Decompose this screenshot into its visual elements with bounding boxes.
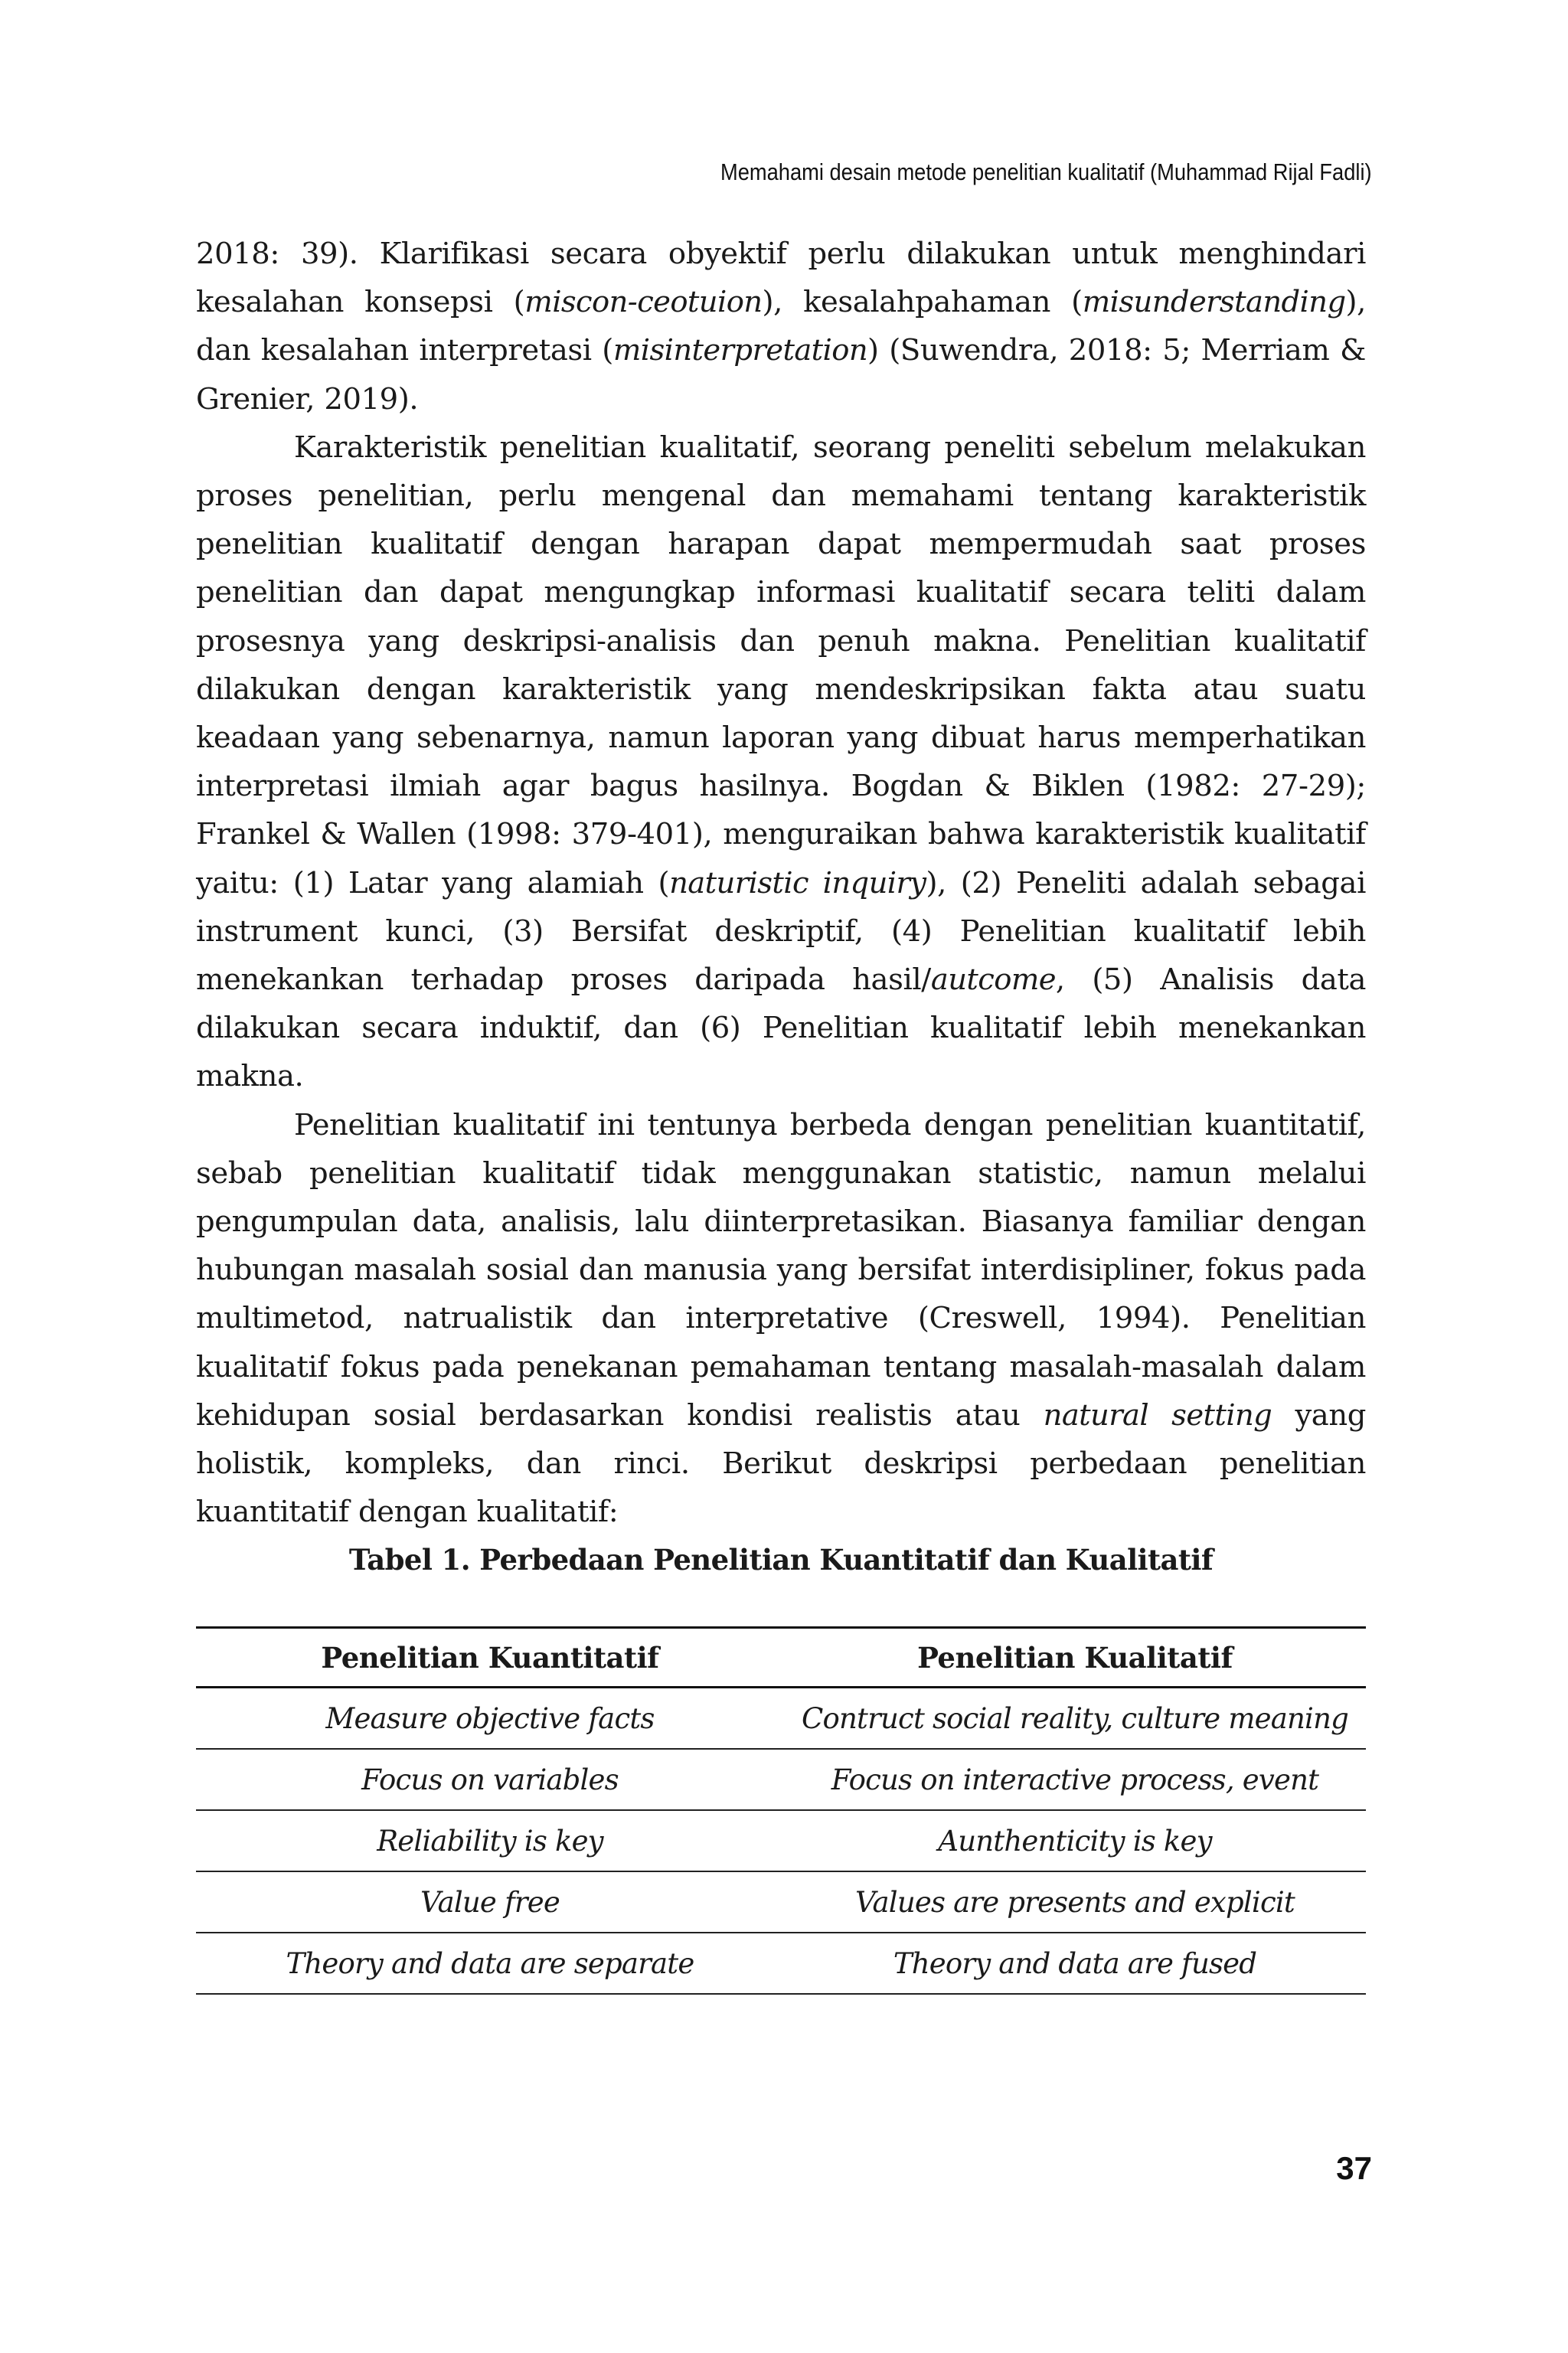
text-segment: ), (2) Peneliti adalah sebagai instrument kunci, (3) Bersifat deskriptif, (4) Penelitian kualitatif lebih menekankan terhadap proses daripada hasil/: [196, 865, 1366, 998]
table-cell: Focus on interactive process, event: [784, 1749, 1366, 1810]
text-segment: Karakteristik penelitian kualitatif, seorang peneliti sebelum melakukan proses penelitian, perlu mengenal dan memahami tentang karakteristik penelitian kualitatif dengan harapan dapat mempermudah saat proses penelitian dan dapat mengungkap informasi kualitatif secara teliti dalam prosesnya yang deskripsi-analisis dan penuh makna. Penelitian kualitatif dilakukan dengan karakteristik yang mendeskripsikan fakta atau suatu keadaan yang sebenarnya, namun laporan yang dibuat harus memperhatikan interpretasi ilmiah agar bagus hasilnya. Bogdan & Biklen (1982: 27-29); Frankel & Wallen (1998: 379-401), menguraikan bahwa karakteristik kualitatif yaitu: (1) Latar yang alamiah (: [196, 430, 1366, 900]
text-segment: Penelitian kualitatif ini tentunya berbeda dengan penelitian kuantitatif, sebab penelitian kualitatif tidak menggunakan statistic, namun melalui pengumpulan data, analisis, lalu diinterpretasikan. Biasanya familiar dengan hubungan masalah sosial dan manusia yang bersifat interdisipliner, fokus pada multimetod, natrualistik dan interpretative (Creswell, 1994). Penelitian kualitatif fokus pada penekanan pemahaman tentang masalah-masalah dalam kehidupan sosial berdasarkan kondisi realistis atau: [196, 1107, 1366, 1433]
column-header-qualitative: Penelitian Kualitatif: [917, 1640, 1233, 1675]
table-header-row: [196, 1628, 1366, 1688]
text-segment: yang holistik, kompleks, dan rinci. Berikut deskripsi perbedaan penelitian kuantitatif dengan kualitatif:: [196, 1397, 1366, 1530]
paragraph-3: [196, 1101, 1366, 1537]
running-header: Memahami desain metode penelitian kualitatif (Muhammad Rijal Fadli): [720, 159, 1372, 185]
paragraph-1: [196, 230, 1366, 423]
paragraph-2: [196, 423, 1366, 1101]
table-caption: Tabel 1. Perbedaan Penelitian Kuantitatif dan Kualitatif: [348, 1543, 1214, 1577]
column-header-quantitative: Penelitian Kuantitatif: [321, 1640, 659, 1675]
text-segment: , (5) Analisis data dilakukan secara induktif, dan (6) Penelitian kualitatif lebih menekankan makna.: [196, 962, 1366, 1094]
table-row: [196, 1688, 1366, 1750]
text-segment: ), kesalahpahaman (: [762, 285, 1083, 320]
italic-term: miscon-ceotuion: [524, 285, 763, 320]
table-row: [196, 1871, 1366, 1933]
table-cell: Measure objective facts: [196, 1688, 784, 1750]
italic-term: misinterpretation: [612, 333, 868, 368]
table-cell: Aunthenticity is key: [784, 1810, 1366, 1871]
page-number: 37: [1336, 2150, 1372, 2186]
body-text: [196, 230, 1366, 1536]
text-segment: ), dan kesalahan interpretasi (: [196, 285, 1366, 368]
italic-term: naturistic inquiry: [669, 865, 926, 900]
italic-term: misunderstanding: [1082, 285, 1346, 320]
table-row: [196, 1810, 1366, 1871]
italic-term: natural setting: [1043, 1397, 1272, 1433]
table-cell: Contruct social reality, culture meaning: [784, 1688, 1366, 1750]
comparison-table: [196, 1626, 1366, 1995]
table-cell: Theory and data are fused: [784, 1933, 1366, 1994]
table-row: [196, 1749, 1366, 1810]
table-cell: Reliability is key: [196, 1810, 784, 1871]
italic-term: autcome: [930, 962, 1056, 998]
text-segment: 2018: 39). Klarifikasi secara obyektif perlu dilakukan untuk menghindari kesalahan konsepsi (: [196, 237, 1366, 320]
table-cell: Theory and data are separate: [196, 1933, 784, 1994]
text-segment: ) (Suwendra, 2018: 5; Merriam & Grenier, 2019).: [196, 333, 1366, 417]
table-row: [196, 1933, 1366, 1994]
table-cell: Focus on variables: [196, 1749, 784, 1810]
table-cell: Values are presents and explicit: [784, 1871, 1366, 1933]
table-cell: Value free: [196, 1871, 784, 1933]
